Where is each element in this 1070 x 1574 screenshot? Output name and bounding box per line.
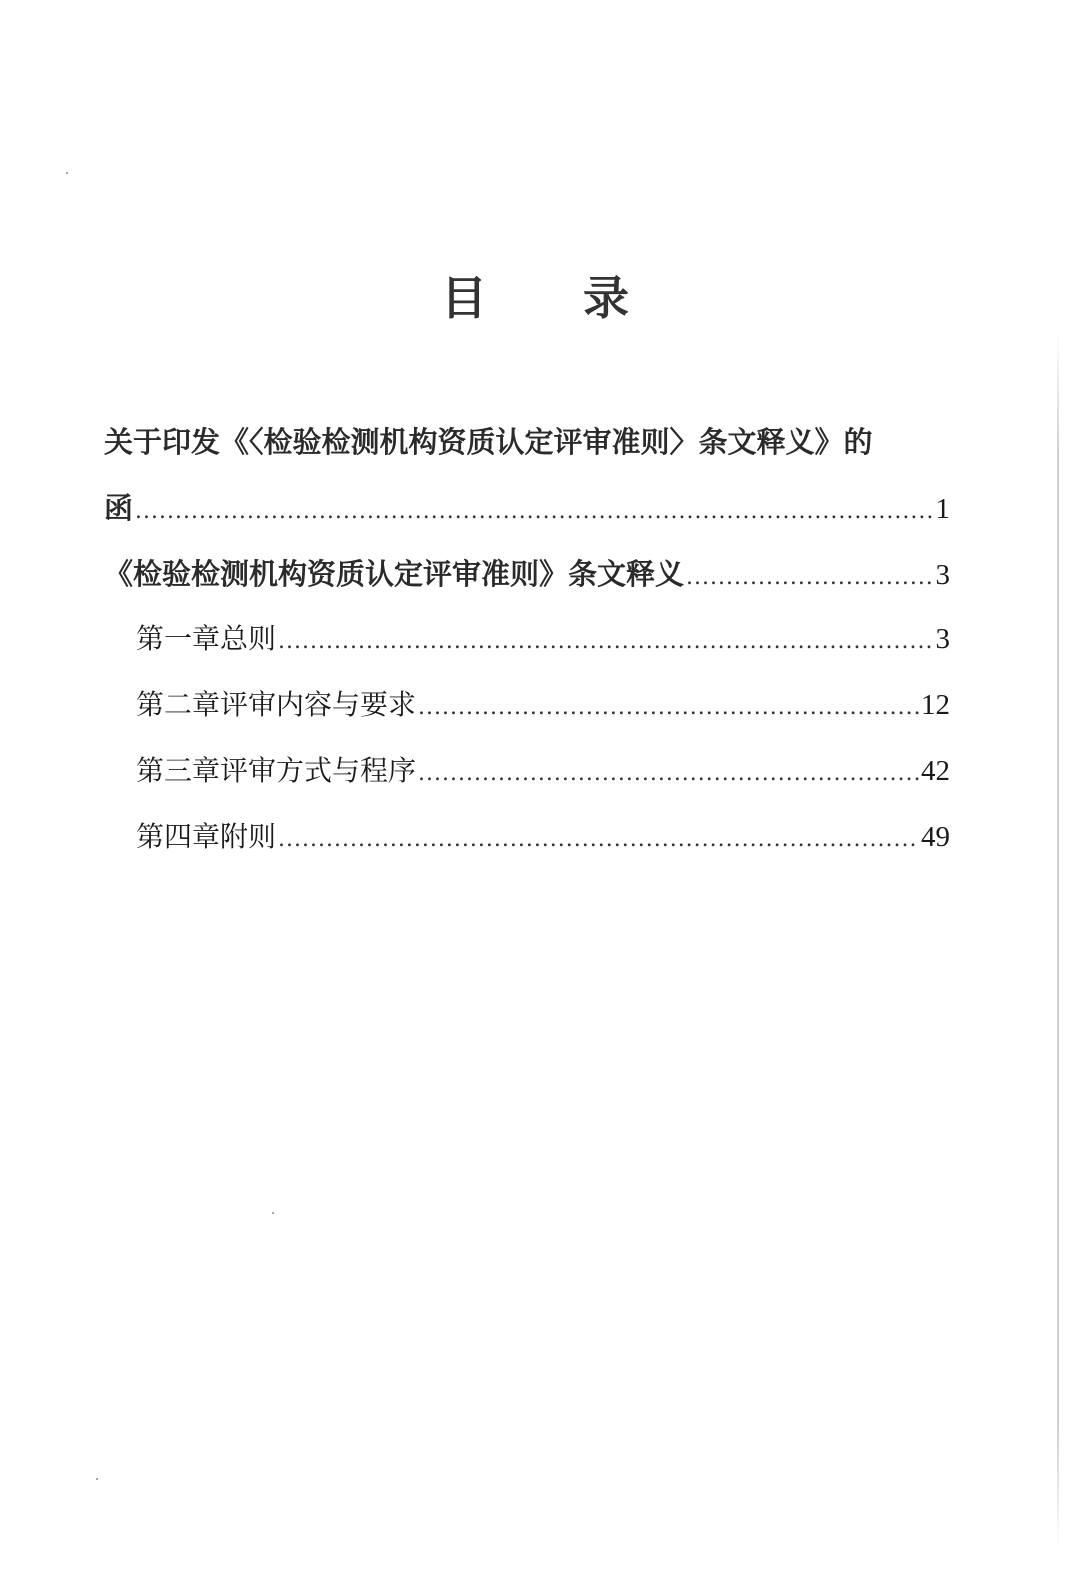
dot-leader [418, 697, 919, 719]
chapter-name: 评审内容与要求 [220, 688, 417, 721]
toc-entry-letter-line-1[interactable] [104, 420, 873, 461]
title-part-2: 录 [583, 271, 629, 325]
toc-chapter-3[interactable] [136, 749, 950, 789]
chapter-name: 评审方式与程序 [220, 754, 417, 787]
toc-entry-title: 《检验检测机构资质认定评审准则》条文释义 [104, 557, 685, 591]
dot-leader [278, 829, 919, 851]
toc-chapter-1[interactable] [136, 617, 950, 657]
title-part-1: 目 [441, 271, 487, 325]
scan-edge-line [1057, 330, 1059, 1550]
dot-leader [135, 501, 933, 523]
page-title [0, 262, 1070, 328]
dot-leader [686, 567, 933, 589]
toc-page-number: 12 [921, 689, 950, 721]
chapter-name: 总则 [220, 622, 277, 655]
dot-leader [418, 763, 919, 785]
chapter-number: 第二章 [136, 688, 221, 721]
toc-entry-title-continuation: 函 [104, 491, 134, 525]
scan-speck [66, 172, 68, 174]
toc-chapter-2[interactable] [136, 683, 950, 723]
chapter-name: 附则 [220, 820, 277, 853]
chapter-number: 第三章 [136, 754, 221, 787]
toc-page-number: 49 [921, 821, 950, 853]
scan-speck [96, 1478, 98, 1480]
toc-page-number: 1 [935, 493, 950, 525]
toc-entry-interpretation[interactable] [104, 552, 950, 593]
toc-page-number: 42 [921, 755, 950, 787]
scan-speck [272, 1212, 274, 1214]
toc-page-number: 3 [935, 623, 950, 655]
chapter-number: 第四章 [136, 820, 221, 853]
chapter-number: 第一章 [136, 622, 221, 655]
dot-leader [278, 631, 933, 653]
toc-page-number: 3 [935, 559, 950, 591]
toc-entry-letter-line-2[interactable] [104, 486, 950, 527]
toc-entry-title: 关于印发《〈检验检测机构资质认定评审准则〉条文释义》的 [104, 425, 873, 459]
toc-chapter-4[interactable] [136, 815, 950, 855]
